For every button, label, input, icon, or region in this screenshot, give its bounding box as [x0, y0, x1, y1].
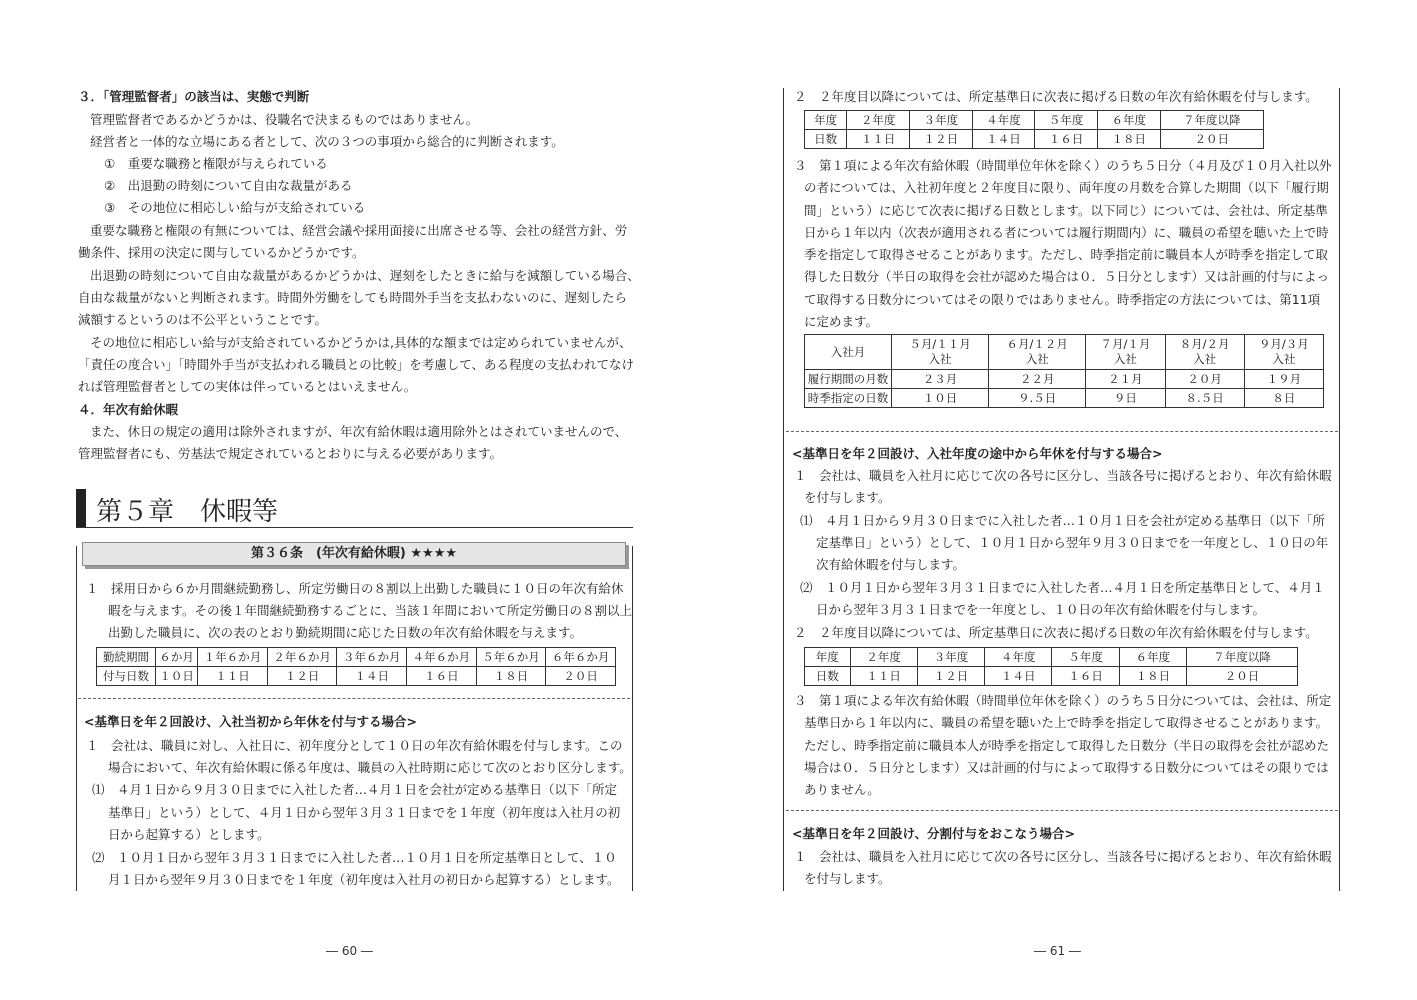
table-cell: ６月/１２月 入社 — [989, 335, 1086, 370]
right-line: 得した日数分（半日の取得を会社が認めた場合は０．５日分とします）又は計画的付与によっ — [804, 269, 1330, 284]
section-3-heading: ３．「管理監督者」の該当は、実態で判断 — [78, 89, 310, 104]
table-cell: ４年６か月 — [407, 648, 477, 667]
frame-right-line — [1339, 88, 1340, 891]
table-cell: １４日 — [972, 130, 1035, 149]
pattern-2-line: ２ ２年度目以降については、所定基準日に次表に掲げる日数の年次有給休暇を付与します。 — [794, 625, 1318, 640]
table-cell: 日数 — [805, 130, 847, 149]
table-cell: ５月/１１月 入社 — [892, 335, 989, 370]
table-cell: ７月/１月 入社 — [1086, 335, 1165, 370]
table-cell: ２０日 — [1160, 130, 1263, 149]
s3-line: 自由な裁量がないと判断されます。時間外労働をしても時間外手当を支払わないのに、遅刻したら — [78, 290, 628, 305]
right-line: ２ ２年度目以降については、所定基準日に次表に掲げる日数の年次有給休暇を付与します。 — [794, 89, 1318, 104]
table-cell: １１日 — [847, 130, 910, 149]
pattern-3-line: を付与します。 — [804, 871, 891, 886]
pattern-2-line: 日から翌年３月３１日までを一年度とし、１０日の年次有給休暇を付与します。 — [816, 602, 1266, 617]
chapter-bar — [76, 489, 86, 527]
table-cell: ２０日 — [1187, 667, 1298, 686]
table-cell: 付与日数 — [97, 667, 156, 686]
table-cell: 時季指定の日数 — [805, 389, 892, 408]
table-cell: ２０日 — [546, 667, 616, 686]
pattern-1-heading: <基準日を年２回設け、入社当初から年休を付与する場合> — [84, 714, 417, 729]
table-cell: ９.５日 — [989, 389, 1086, 408]
fiscal-year-table-2 — [804, 647, 1298, 686]
table-cell: １１日 — [198, 667, 268, 686]
right-line: に定めます。 — [804, 314, 879, 329]
table-cell: ３年度 — [910, 111, 973, 130]
table-cell: １２日 — [267, 667, 337, 686]
dashed-divider — [786, 810, 1338, 811]
article-title: 第３６条 (年次有給休暇) ★★★★ — [82, 542, 626, 566]
s4-line: また、休日の規定の適用は除外されますが、年次有給休暇は適用除外とはされていませんので、 — [90, 424, 628, 439]
table-row — [805, 370, 1324, 389]
pattern-2-line: を付与します。 — [804, 490, 891, 505]
right-line: の者については、入社初年度と２年度目に限り、両年度の月数を合算した期間（以下「履行期 — [804, 180, 1329, 195]
s3-item-2: ② 出退勤の時刻について自由な裁量がある — [104, 178, 353, 193]
table-cell: ８日 — [1244, 389, 1323, 408]
fiscal-year-table — [804, 110, 1264, 149]
article-line: １ 採用日から６か月間継続勤務し、所定労働日の８割以上出勤した職員に１０日の年次有給休 — [86, 581, 624, 596]
right-line: て取得する日数分についてはその限りではありません。時季指定の方法については、第11項 — [804, 292, 1321, 307]
table-cell: ７年度以降 — [1187, 648, 1298, 667]
table-cell: １９月 — [1244, 370, 1323, 389]
table-cell: ２１月 — [1086, 370, 1165, 389]
table-cell: １４日 — [985, 667, 1052, 686]
pattern-2-line: １ 会社は、職員を入社月に応じて次の各号に区分し、当該各号に掲げるとおり、年次有給休暇 — [794, 468, 1332, 483]
table-cell: ２年度 — [847, 111, 910, 130]
table-row — [805, 667, 1298, 686]
table-cell: ８月/２月 入社 — [1165, 335, 1244, 370]
table-row — [805, 111, 1264, 130]
table-cell: ９月/３月 入社 — [1244, 335, 1323, 370]
table-cell: 勤続期間 — [97, 648, 156, 667]
page-number: ― 60 ― — [326, 944, 373, 958]
frame-left-line — [783, 88, 784, 891]
s3-line: 減額するというのは不公平ということです。 — [78, 312, 328, 327]
table-cell: ５年６か月 — [476, 648, 546, 667]
table-cell: ６年度 — [1097, 111, 1160, 130]
table-cell: ３年度 — [917, 648, 984, 667]
s3-line: その地位に相応しい給与が支給されているかどうかは,具体的な額までは定められていませんが、 — [90, 335, 632, 350]
s3-line: 「責任の度合い」「時間外手当が支払われる職員との比較」を考慮して、ある程度の支払われてなけ — [78, 357, 635, 372]
table-cell: １６日 — [407, 667, 477, 686]
table-cell: ５年度 — [1035, 111, 1098, 130]
table-cell: 年度 — [805, 648, 851, 667]
pattern-1-line: 日から起算する）とします。 — [108, 827, 270, 842]
s3-line: 出退勤の時刻について自由な裁量があるかどうかは、遅刻をしたときに給与を減額している場合、 — [90, 268, 640, 283]
article-line: 暇を与えます。その後１年間継続勤務するごとに、当該１年間において所定労働日の８割以上 — [108, 603, 633, 618]
pattern-2-line: ３ 第１項による年次有給休暇（時間単位年休を除く）のうち５日分については、会社は、所定 — [794, 693, 1332, 708]
table-cell: １０日 — [156, 667, 198, 686]
grant-days-table — [96, 647, 616, 686]
table-cell: ７年度以降 — [1160, 111, 1263, 130]
table-cell: １年６か月 — [198, 648, 268, 667]
pattern-2-line: 定基準日」という）として、１０月１日から翌年９月３０日までを一年度とし、１０日の年 — [816, 535, 1329, 550]
pattern-2-line: ただし、時季指定前に職員本人が時季を指定して取得した日数分（半日の取得を会社が認めた — [804, 738, 1330, 753]
table-cell: ２０月 — [1165, 370, 1244, 389]
pattern-3-heading: <基準日を年２回設け、分割付与をおこなう場合> — [792, 826, 1075, 841]
pattern-2-line: 場合は０．５日分とします）又は計画的付与によって取得する日数分についてはその限りでは — [804, 760, 1329, 775]
table-cell: ８.５日 — [1165, 389, 1244, 408]
table-cell: １０日 — [892, 389, 989, 408]
table-cell: １８日 — [1119, 667, 1186, 686]
right-page — [708, 0, 1417, 1000]
table-cell: １２日 — [917, 667, 984, 686]
pattern-1-line: ⑵ １０月１日から翌年３月３１日までに入社した者…１０月１日を所定基準日として、１０ — [92, 850, 617, 865]
chapter-heading — [76, 489, 633, 528]
table-cell: ２２月 — [989, 370, 1086, 389]
chapter-title: 第５章 休暇等 — [96, 497, 279, 527]
table-row — [97, 648, 616, 667]
table-cell: １６日 — [1052, 667, 1119, 686]
s3-line: れば管理監督者としての実体は伴っているとはいえません。 — [78, 379, 417, 394]
s3-line: 経営者と一体的な立場にある者として、次の３つの事項から総合的に判断されます。 — [90, 134, 564, 149]
s3-line: 管理監督者であるかどうかは、役職名で決まるものではありません。 — [90, 112, 479, 127]
table-cell: ６年度 — [1119, 648, 1186, 667]
pattern-1-line: 場合において、年次有給休暇に係る年度は、職員の入社時期に応じて次のとおり区分します。 — [108, 760, 632, 775]
table-cell: 入社月 — [805, 335, 892, 370]
right-line: 間」という）に応じて次表に掲げる日数とします。以下同じ）については、会社は、所定基準 — [804, 203, 1328, 218]
pattern-1-line: 月１日から翌年９月３０日までを１年度（初年度は入社月の初日から起算する）とします。 — [108, 872, 620, 887]
table-cell: １８日 — [476, 667, 546, 686]
table-cell: １２日 — [910, 130, 973, 149]
table-cell: ６年６か月 — [546, 648, 616, 667]
pattern-2-line: ⑵ １０月１日から翌年３月３１日までに入社した者…４月１日を所定基準日として、４月１ — [800, 580, 1325, 595]
section-4-heading: ４．年次有給休暇 — [78, 402, 179, 417]
table-cell: ５年度 — [1052, 648, 1119, 667]
table-row — [805, 335, 1324, 370]
pattern-1-line: 基準日」という）として、４月１日から翌年３月３１日までを１年度（初年度は入社月の初 — [108, 805, 621, 820]
table-cell: ２年度 — [850, 648, 917, 667]
table-cell: ３年６か月 — [337, 648, 407, 667]
table-cell: ４年度 — [972, 111, 1035, 130]
table-cell: ２年６か月 — [267, 648, 337, 667]
table-cell: ９日 — [1086, 389, 1165, 408]
table-cell: １８日 — [1097, 130, 1160, 149]
s3-line: 働条件、採用の決定に関与しているかどうかです。 — [78, 245, 365, 260]
table-row — [805, 389, 1324, 408]
table-cell: １６日 — [1035, 130, 1098, 149]
pattern-2-line: ⑴ ４月１日から９月３０日までに入社した者…１０月１日を会社が定める基準日（以下「所 — [800, 513, 1326, 528]
table-cell: ２３月 — [892, 370, 989, 389]
table-cell: １１日 — [850, 667, 917, 686]
dashed-divider — [78, 698, 630, 699]
page-number: ― 61 ― — [1034, 944, 1081, 958]
table-cell: １４日 — [337, 667, 407, 686]
table-cell: 履行期間の月数 — [805, 370, 892, 389]
fulfillment-period-table — [804, 334, 1324, 408]
table-cell: ４年度 — [985, 648, 1052, 667]
pattern-3-line: １ 会社は、職員を入社月に応じて次の各号に区分し、当該各号に掲げるとおり、年次有給休暇 — [794, 849, 1332, 864]
s4-line: 管理監督者にも、労基法で規定されているとおりに与える必要があります。 — [78, 446, 503, 461]
pattern-2-line: 次有給休暇を付与します。 — [816, 557, 966, 572]
article-line: 出勤した職員に、次の表のとおり勤続期間に応じた日数の年次有給休暇を与えます。 — [108, 625, 583, 640]
pattern-2-line: 基準日から１年以内に、職員の希望を聴いた上で時季を指定して取得させることがあります。 — [804, 715, 1329, 730]
table-row — [805, 648, 1298, 667]
pattern-1-line: １ 会社は、職員に対し、入社日に、初年度分として１０日の年次有給休暇を付与します。この — [86, 738, 623, 753]
dashed-divider — [786, 431, 1338, 432]
pattern-2-line: ありません。 — [804, 782, 880, 797]
right-line: ３ 第１項による年次有給休暇（時間単位年休を除く）のうち５日分（４月及び１０月入社以外 — [794, 158, 1332, 173]
s3-item-3: ③ その地位に相応しい給与が支給されている — [104, 200, 366, 215]
table-row — [805, 130, 1264, 149]
s3-line: 重要な職務と権限の有無については、経営会議や採用面接に出席させる等、会社の経営方針、労 — [90, 223, 628, 238]
pattern-1-line: ⑴ ４月１日から９月３０日までに入社した者…４月１日を会社が定める基準日（以下「所定 — [92, 782, 618, 797]
table-row — [97, 667, 616, 686]
pattern-2-heading: <基準日を年２回設け、入社年度の途中から年休を付与する場合> — [792, 446, 1163, 461]
table-cell: 日数 — [805, 667, 851, 686]
right-line: 季を指定して取得させることがあります。ただし、時季指定前に職員本人が時季を指定して取 — [804, 247, 1329, 262]
s3-item-1: ① 重要な職務と権限が与えられている — [104, 156, 328, 171]
table-cell: ６か月 — [156, 648, 198, 667]
table-cell: 年度 — [805, 111, 847, 130]
left-page — [0, 0, 708, 1000]
right-line: 日から１年以内（次表が適用される者については履行期間内）に、職員の希望を聴いた上で時 — [804, 225, 1329, 240]
